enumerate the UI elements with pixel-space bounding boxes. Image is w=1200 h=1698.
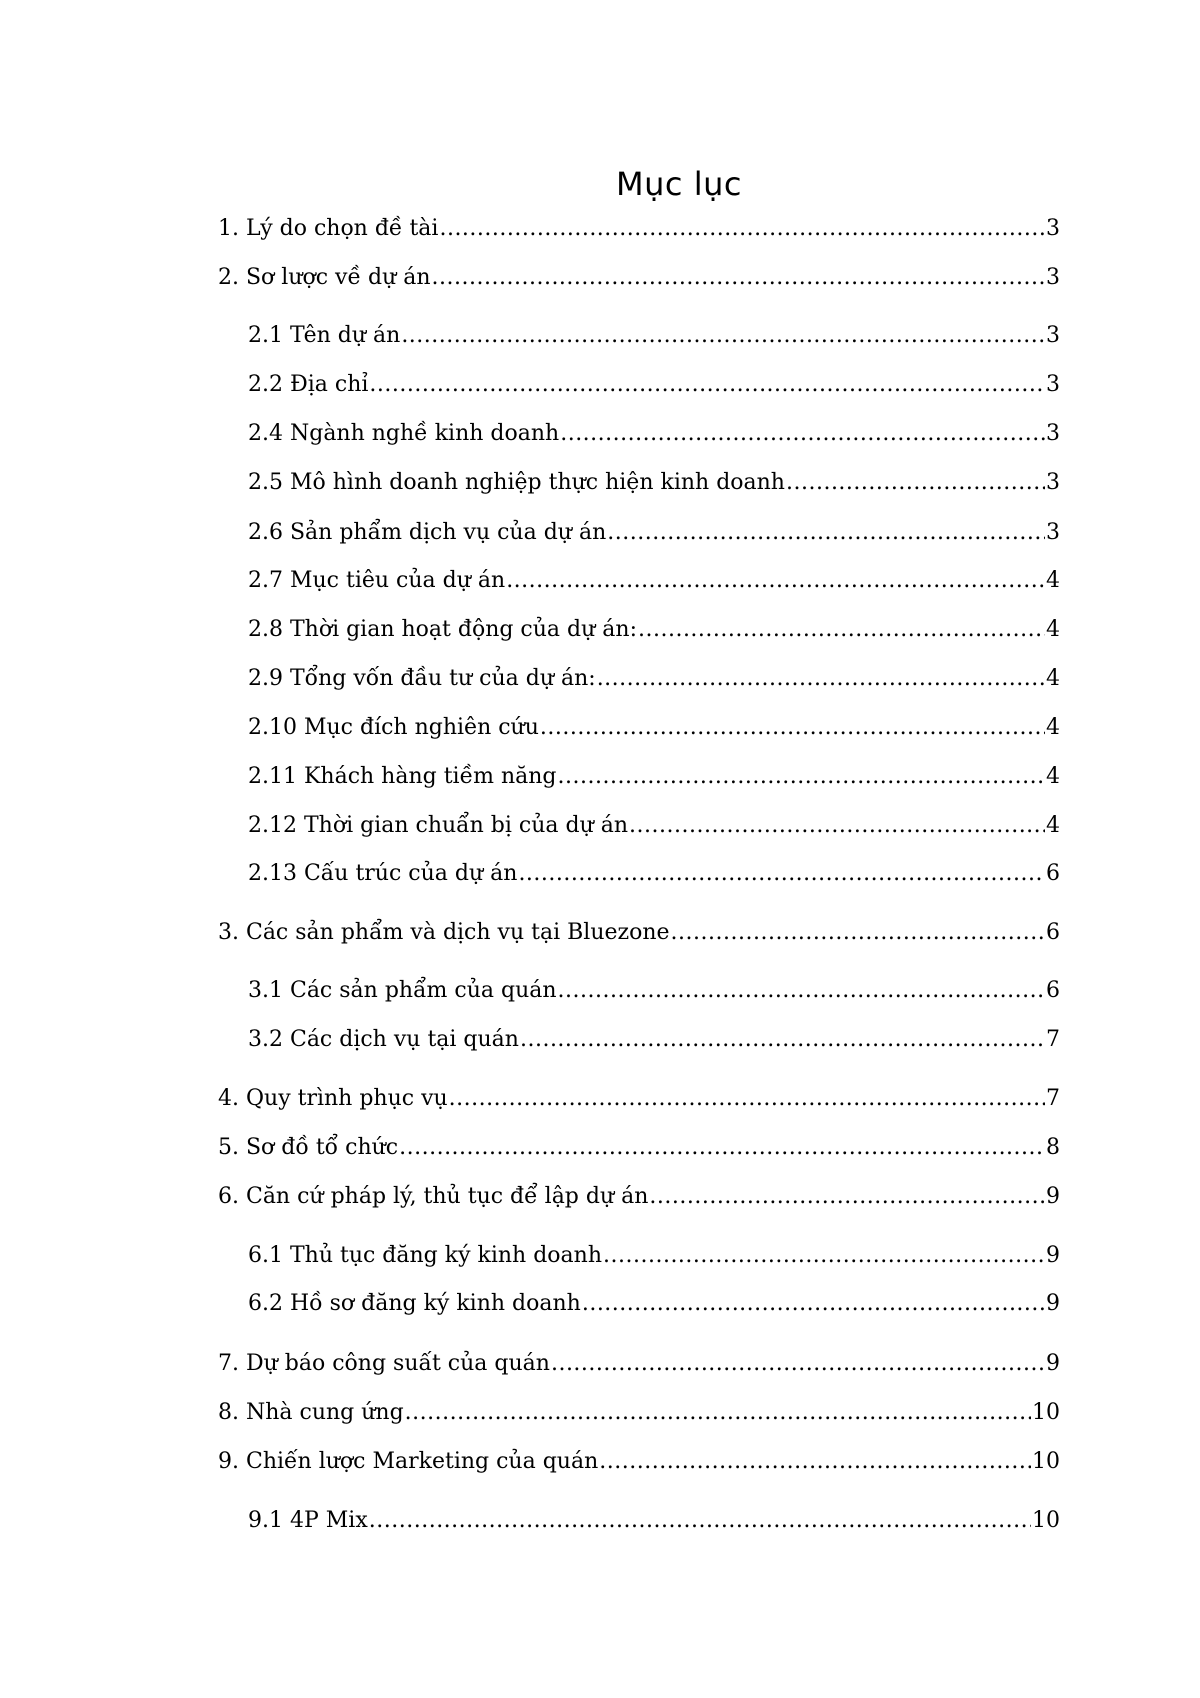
- toc-entry[interactable]: [218, 263, 1060, 293]
- toc-entry-title: 9. Chiến lược Marketing của quán: [218, 1449, 599, 1474]
- toc-entry[interactable]: [248, 1506, 1060, 1536]
- dot-leader: [518, 859, 1045, 889]
- toc-entry-title: 3.1 Các sản phẩm của quán: [248, 978, 557, 1003]
- toc-entry-page-number: 4: [1046, 813, 1060, 838]
- toc-entry-page-number: 7: [1046, 1086, 1060, 1111]
- toc-entry-page-number: 3: [1046, 470, 1060, 495]
- toc-entry[interactable]: [218, 918, 1060, 948]
- dot-leader: [520, 1025, 1045, 1055]
- toc-entry-page-number: 4: [1046, 764, 1060, 789]
- toc-entry-page-number: 3: [1046, 265, 1060, 290]
- toc-entry[interactable]: [248, 762, 1060, 792]
- dot-leader: [401, 321, 1045, 351]
- toc-entry[interactable]: [218, 1133, 1060, 1163]
- toc-entry[interactable]: [218, 214, 1060, 244]
- toc-entry[interactable]: [248, 1289, 1060, 1319]
- dot-leader: [369, 1506, 1031, 1536]
- toc-entry-title: 2. Sơ lược về dự án: [218, 265, 431, 290]
- toc-entry-page-number: 3: [1046, 216, 1060, 241]
- toc-entry-title: 2.1 Tên dự án: [248, 323, 401, 348]
- toc-entry-title: 7. Dự báo công suất của quán: [218, 1351, 550, 1376]
- toc-entry-page-number: 7: [1046, 1027, 1060, 1052]
- toc-entry-page-number: 4: [1046, 617, 1060, 642]
- toc-entry-title: 2.7 Mục tiêu của dự án: [248, 568, 506, 593]
- dot-leader: [558, 762, 1045, 792]
- toc-entry-title: 9.1 4P Mix: [248, 1508, 368, 1533]
- toc-entry-page-number: 6: [1046, 861, 1060, 886]
- dot-leader: [671, 918, 1045, 948]
- toc-entry-page-number: 10: [1032, 1449, 1060, 1474]
- toc-entry-title: 2.12 Thời gian chuẩn bị của dự án: [248, 813, 629, 838]
- toc-entry[interactable]: [218, 1349, 1060, 1379]
- toc-entry-title: 2.2 Địa chỉ: [248, 372, 369, 397]
- toc-entry-title: 2.5 Mô hình doanh nghiệp thực hiện kinh doanh: [248, 470, 785, 495]
- toc-entry-page-number: 4: [1046, 666, 1060, 691]
- dot-leader: [449, 1084, 1045, 1114]
- dot-leader: [603, 1241, 1045, 1271]
- toc-entry-title: 2.9 Tổng vốn đầu tư của dự án:: [248, 666, 596, 691]
- dot-leader: [560, 419, 1045, 449]
- toc-entry[interactable]: [248, 1025, 1060, 1055]
- toc-entry-title: 6. Căn cứ pháp lý, thủ tục để lập dự án: [218, 1184, 649, 1209]
- toc-entry-title: 1. Lý do chọn đề tài: [218, 216, 439, 241]
- dot-leader: [432, 263, 1045, 293]
- toc-entry-page-number: 4: [1046, 568, 1060, 593]
- dot-leader: [629, 811, 1045, 841]
- dot-leader: [638, 615, 1045, 645]
- toc-entry[interactable]: [248, 859, 1060, 889]
- toc-entry-page-number: 9: [1046, 1351, 1060, 1376]
- toc-entry-title: 2.13 Cấu trúc của dự án: [248, 861, 518, 886]
- toc-entry-title: 2.8 Thời gian hoạt động của dự án:: [248, 617, 637, 642]
- dot-leader: [597, 664, 1045, 694]
- toc-entry-page-number: 9: [1046, 1184, 1060, 1209]
- toc-entry-page-number: 10: [1032, 1508, 1060, 1533]
- toc-entry[interactable]: [218, 1182, 1060, 1212]
- toc-entry[interactable]: [248, 321, 1060, 351]
- toc-entry[interactable]: [248, 518, 1060, 548]
- dot-leader: [405, 1398, 1031, 1428]
- toc-entry-page-number: 3: [1046, 520, 1060, 545]
- toc-entry[interactable]: [248, 370, 1060, 400]
- toc-entry-page-number: 6: [1046, 978, 1060, 1003]
- toc-entry[interactable]: [218, 1398, 1060, 1428]
- toc-entry[interactable]: [248, 664, 1060, 694]
- toc-entry-title: 2.6 Sản phẩm dịch vụ của dự án: [248, 520, 607, 545]
- toc-entry-title: 8. Nhà cung ứng: [218, 1400, 404, 1425]
- toc-entry[interactable]: [248, 1241, 1060, 1271]
- toc-entry[interactable]: [248, 468, 1060, 498]
- toc-entry[interactable]: [218, 1084, 1060, 1114]
- toc-entry-page-number: 9: [1046, 1243, 1060, 1268]
- dot-leader: [506, 566, 1045, 596]
- toc-entry-page-number: 10: [1032, 1400, 1060, 1425]
- toc-entry-page-number: 3: [1046, 372, 1060, 397]
- dot-leader: [582, 1289, 1045, 1319]
- dot-leader: [551, 1349, 1045, 1379]
- toc-entry[interactable]: [248, 615, 1060, 645]
- toc-entry[interactable]: [218, 1447, 1060, 1477]
- dot-leader: [649, 1182, 1045, 1212]
- dot-leader: [558, 976, 1045, 1006]
- toc-entry-title: 6.2 Hồ sơ đăng ký kinh doanh: [248, 1291, 581, 1316]
- toc-entry-title: 2.10 Mục đích nghiên cứu: [248, 715, 539, 740]
- toc-entry-title: 3. Các sản phẩm và dịch vụ tại Bluezone: [218, 920, 670, 945]
- toc-entry[interactable]: [248, 566, 1060, 596]
- toc-entry-page-number: 9: [1046, 1291, 1060, 1316]
- toc-entry-page-number: 6: [1046, 920, 1060, 945]
- toc-entry[interactable]: [248, 976, 1060, 1006]
- dot-leader: [540, 713, 1045, 743]
- toc-entry-page-number: 3: [1046, 421, 1060, 446]
- page-title: Mục lục: [616, 165, 742, 203]
- dot-leader: [399, 1133, 1045, 1163]
- toc-entry-page-number: 3: [1046, 323, 1060, 348]
- toc-entry-title: 5. Sơ đồ tổ chức: [218, 1135, 399, 1160]
- dot-leader: [369, 370, 1045, 400]
- dot-leader: [786, 468, 1045, 498]
- toc-entry-title: 4. Quy trình phục vụ: [218, 1086, 448, 1111]
- dot-leader: [599, 1447, 1031, 1477]
- toc-entry[interactable]: [248, 419, 1060, 449]
- toc-entry-title: 2.11 Khách hàng tiềm năng: [248, 764, 557, 789]
- toc-entry[interactable]: [248, 811, 1060, 841]
- dot-leader: [607, 518, 1045, 548]
- toc-entry-title: 2.4 Ngành nghề kinh doanh: [248, 421, 560, 446]
- toc-entry-title: 3.2 Các dịch vụ tại quán: [248, 1027, 519, 1052]
- toc-entry-title: 6.1 Thủ tục đăng ký kinh doanh: [248, 1243, 602, 1268]
- toc-entry-page-number: 8: [1046, 1135, 1060, 1160]
- toc-entry[interactable]: [248, 713, 1060, 743]
- dot-leader: [439, 214, 1045, 244]
- toc-entry-page-number: 4: [1046, 715, 1060, 740]
